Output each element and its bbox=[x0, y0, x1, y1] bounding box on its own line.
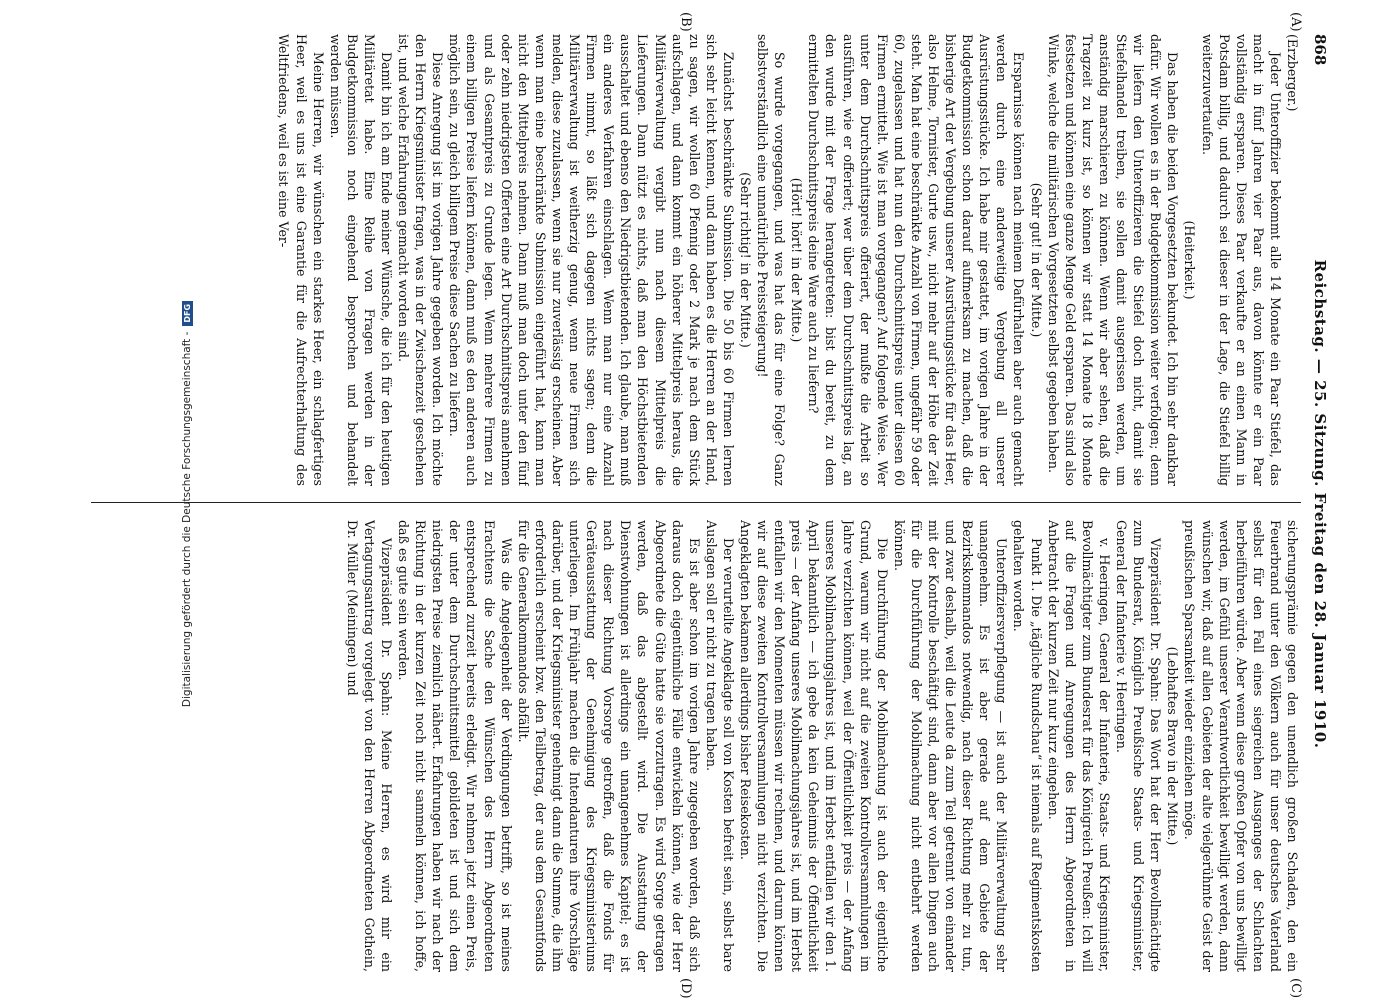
paragraph: sicherungsprämie gegen den unendlich großen Schaden, den ein Feuerbrand unter den Völkern auch für unser deutsches Vaterland selbst für den Fall eines siegreichen Ausganges der Schlachten herbeiführen würde. Aber wenn diese großen Opfer von uns bewilligt werden, im Gefühl unserer Verantwortlichkeit bewilligt werden, dann wünschen wir, daß auf allen Gebieten der alte vielgerühmte Geist der preußischen Sparsamkeit wieder einziehen möge. bbox=[1182, 520, 1300, 972]
paragraph: Damit bin ich am Ende meiner Wünsche, die ich für den heutigen Militäretat habe. Eine Reihe von Fragen werden in der Budgetkommission noch eingehend besprochen und behandelt werden müssen. bbox=[327, 34, 395, 486]
interjection: (Heiterkeit.) bbox=[1182, 220, 1198, 300]
interjection: (Lebhaftes Bravo in der Mitte.) bbox=[1165, 646, 1181, 846]
column-divider bbox=[91, 502, 1301, 503]
page-number: 868 bbox=[1311, 34, 1329, 66]
paragraph: Ersparnisse können nach meinem Dafürhalten aber auch gemacht werden durch eine anderweitige Vergebung all unserer Ausrüstungsstücke. Ich habe mir gestattet, im vorigen Jahre in der Budgetkommission schon darauf aufmerksam zu machen, daß die bisherige Art der Vergebung unserer Ausrüstungsstücke für das Heer, also Helme, Tornister, Gurte usw., nicht mehr auf der Höhe der Zeit steht. Man hat eine beschränkte Anzahl von Firmen, ungefähr 59 oder 60, zugelassen und hat nun den Durchschnittspreis unter diesen 60 Firmen ermittelt. Wie ist man vorgegangen? Auf folgende Weise. Wer unter dem Durchschnittspreis offeriert, der mußte die Arbeit so ausführen, wie er offeriert; wer über dem Durchschnittspreis lag, an den wurde mit der Frage herangetreten: bist du bereit, zu dem ermittelten Durchschnittspreis deine Ware auch zu liefern? bbox=[806, 34, 1027, 486]
right-column bbox=[91, 520, 1301, 972]
paragraph: Zunächst beschränkte Submission. Die 50 bis 60 Firmen lernen sich sehr leicht kennen, und dann haben es die Herren an der Hand, zu sagen, wir wollen 60 Pfennig oder 2 Mark je nach dem Stück aufschlagen, und dann kommt ein höherer Mittelpreis heraus, die Militärverwaltung vergibt nun nach diesem Mittelpreis die Lieferungen. Dann nützt es nichts, daß man den Höchstbietenden ausschaltet und ebenso den Niedrigstbietenden. Ich glaube, man muß ein anderes Verfahren einschlagen. Wenn man nur eine Anzahl Firmen nimmt, so läßt sich dagegen nichts sagen; denn die Militärverwaltung ist weitherzig genug, wenn neue Firmen sich melden, diese zuzulassen, wenn sie nur zuverlässig erscheinen. Aber wenn man eine beschränkte Submission eingeführt hat, kann man nicht den Mittelpreis nehmen. Dann muß man doch unter den fünf oder zehn niedrigsten Offerten eine Art Durchschnittspreis annehmen und als Gesamtpreis zu Grunde legen. Wenn mehrere Firmen zu einem billigen Preise liefern können, dann muß es den anderen auch möglich sein, zu gleich billigem Preise diese Sachen zu liefern. bbox=[447, 34, 736, 486]
paragraph: Was die Angelegenheit der Verdingungen betrifft, so ist meines Erachtens die Sache den Wünschen des Herrn Abgeordneten entsprechend zurzeit bereits erledigt. Wir nehmen jetzt einen Preis, der unter dem Durchschnittsmittel gebildeten ist und sich dem niedrigsten Preise ziemlich nähert. Erfahrungen haben wir nach der Richtung in der kurzen Zeit noch nicht sammeln können, ich hoffe, daß es gute sein werden. bbox=[396, 520, 514, 972]
page-header bbox=[1307, 34, 1333, 974]
page-title: Reichstag. — 25. Sitzung. Freitag den 28. Januar 1910. bbox=[1311, 259, 1329, 749]
margin-mark-d: (D) bbox=[678, 978, 693, 999]
paragraph: Vizepräsident Dr. Spahn: Das Wort hat der Herr Bevollmächtigte zum Bundesrat, Königlich Preußische Staats- und Kriegsminister, General der Infanterie v. Heeringen. bbox=[1114, 520, 1164, 972]
paragraph: Jeder Unteroffizier bekommt alle 14 Monate ein Paar Stiefel, das macht in fünf Jahren vier Paar aus, davon könnte er ein Paar vollständig ersparen. Dieses Paar verkaufte er an einen Mann in Potsdam billig, und dadurch sei dieser in der Lage, die Stiefel billig weiterzuvertaufen. bbox=[1199, 34, 1283, 486]
margin-mark-c: (C) bbox=[1288, 978, 1303, 999]
paragraph: Vizepräsident Dr. Spahn: Meine Herren, es wird mir ein Vertagungsantrag vorgelegt von den Herren Abgeordneten Gothein, Dr. Müller (Meiningen) und bbox=[344, 520, 395, 972]
paragraph: v. Heeringen, General der Infanterie, Staats- und Kriegsminister, Bevollmächtigter zum Bundesrat für das Königreich Preußen: Ich will auf die Fragen und Anregungen des Herrn Abgeordneten in Anbetracht der kurzen Zeit nur kurz eingehen. bbox=[1045, 520, 1112, 972]
digitization-footer bbox=[181, 14, 199, 994]
rotated-page-content bbox=[73, 12, 1333, 999]
paragraph: Meine Herren, wir wünschen ein starkes Heer, ein schlagfertiges Heer, weil es uns ist eine Garantie für die Aufrechterhaltung des Weltfriedens, weil es ist eine Ver- bbox=[276, 34, 326, 486]
margin-mark-b: (B) bbox=[678, 12, 693, 32]
paragraph: Unteroffiziersverpflegung — ist auch der Militärverwaltung sehr unangenehm. Es ist aber gerade auf dem Gebiete der Bezirkskommandos notwendig, nach dieser Richtung mehr zu tun, und zwar deshalb, weil die Leute da zum Teil getrennt von einander mit der Kontrolle beschäftigt sind, dann aber vor allen Dingen auch für die Durchführung der Mobilmachung nicht entbehrt werden können. bbox=[891, 520, 1010, 972]
footer-text: Digitalisierung gefördert durch die Deutsche Forschungsgemeinschaft - bbox=[181, 331, 193, 708]
paragraph: Das haben die beiden Vorgesetzten bekundet. Ich bin sehr dankbar dafür. Wir wollen es in der Budgetkommission weiter verfolgen; denn wir liefern den Unteroffizieren die Stiefel doch nicht, damit sie Stiefelhandel treiben, sie sollen damit ausgerissen werden, um anständig marschieren zu können. Wenn wir aber sehen, daß die Tragzeit zu kurz ist, so können wir statt 14 Monate 18 Monate festsetzen und können eine ganze Menge Geld ersparen. Das sind also Winke, welche die militärischen Vorgesetzten selbst gegeben haben. bbox=[1045, 34, 1181, 486]
left-column bbox=[91, 34, 1301, 486]
paragraph: Diese Anregung ist im vorigen Jahre gegeben worden. Ich möchte den Herrn Kriegsminister fragen, was in der Zwischenzeit geschehen ist, und welche Erfahrungen gemacht worden sind. bbox=[396, 34, 446, 486]
paragraph: Der verurteilte Angeklagte soll von Kosten befreit sein, selbst bare Auslagen soll er nicht zu tragen haben. bbox=[703, 520, 736, 972]
interjection: (Hört! hört! in der Mitte.) bbox=[789, 177, 805, 343]
paragraph: Es ist aber schon im vorigen Jahre zugegeben worden, daß sich daraus doch eigentümliche Fälle entwickeln können, wie der Herr Abgeordnete die Güte hatte sie vorzutragen. Es wird Sorge getragen werden, daß das abgestellt wird. Die Ausstattung der Dienstwohnungen ist allerdings ein unangenehmes Kapitel; es ist nach dieser Richtung Vorsorge getroffen, daß die Fonds für Geräteausstattung der Genehmigung des Kriegsministeriums unterliegen. Im Frühjahr machen die Intendanturen ihre Vorschläge darüber, und der Kriegsminister genehmigt dann die Summe, die ihm erforderlich erscheint bzw. den Teilbetrag, der aus dem Gesamtfonds für die Generalkommandos abfällt. bbox=[515, 520, 702, 972]
paragraph: Die Durchführung der Mobilmachung ist auch der eigentliche Grund, warum wir nicht auf die zweiten Kontrollversammlungen im Jahre verzichten können, weil der Öffentlichkeit preis — der Anfang unseres Mobilmachungsjahres ist, und im Herbst entfallen wir den 1. April bekanntlich — ich gebe da kein Geheimnis der Öffentlichkeit preis — der Anfang unseres Mobilmachungsjahres ist, und im Herbst entfallen wir den Momenten müssen wir rechnen, und darum können wir auf diese zweiten Kontrollversammlungen nicht verzichten. Die Angeklagten bekamen allerdings bisher Reisekosten. bbox=[738, 520, 890, 972]
interjection: (Sehr gut! in der Mitte.) bbox=[1028, 182, 1044, 338]
speaker-name: (Erzberger.) bbox=[1285, 34, 1300, 112]
dfg-logo-icon: DFG bbox=[182, 301, 193, 326]
paragraph: Punkt 1. Die „tägliche Rundschau“ ist niemals auf Regimentskosten gehalten worden. bbox=[1011, 520, 1044, 972]
paragraph: So wurde vorgegangen, und was hat das für eine Folge? Ganz selbstverständlich eine unnatürliche Preissteigerung! bbox=[755, 34, 788, 486]
interjection: (Sehr richtig! in der Mitte.) bbox=[738, 172, 753, 348]
margin-mark-a: (A) bbox=[1288, 12, 1303, 32]
